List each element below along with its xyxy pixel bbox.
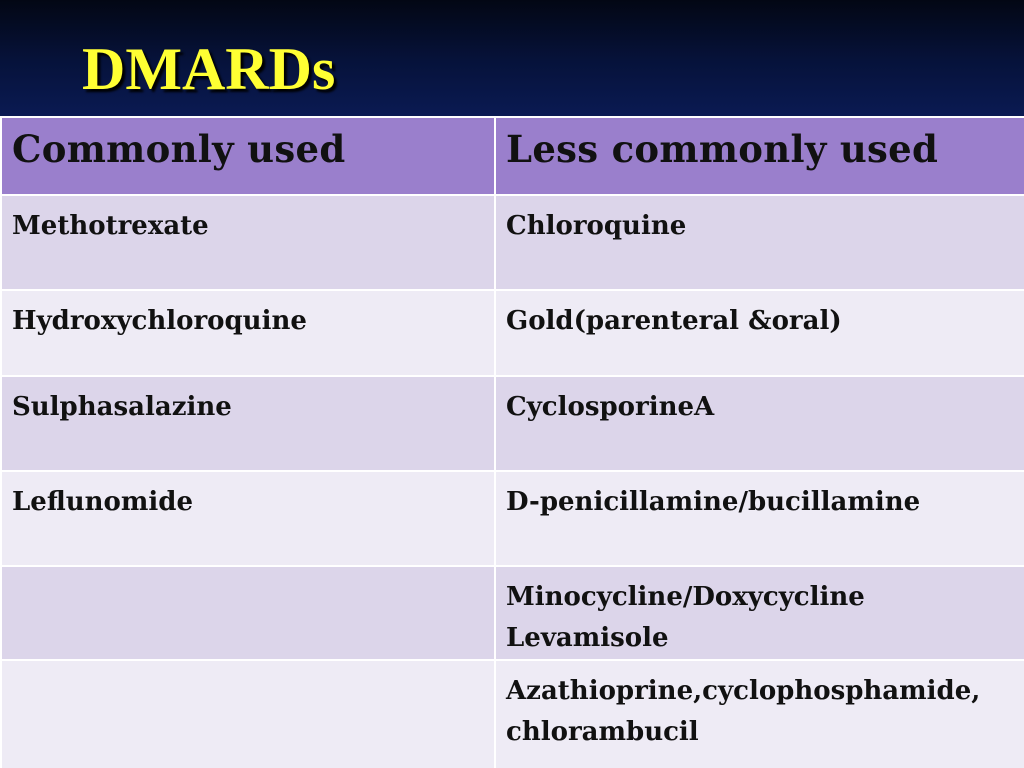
cell-line: Gold(parenteral &oral) bbox=[506, 306, 842, 336]
cell-commonly-used: Methotrexate bbox=[1, 195, 495, 290]
table-row bbox=[1, 566, 1024, 660]
cell-commonly-used: Leflunomide bbox=[1, 471, 495, 566]
slide-title: DMARDs bbox=[82, 36, 336, 102]
table-row bbox=[1, 660, 1024, 768]
cell-line: Minocycline/Doxycycline bbox=[506, 582, 865, 612]
cell-less-commonly-used bbox=[495, 195, 1024, 290]
cell-line: CyclosporineA bbox=[506, 392, 715, 422]
cell-less-commonly-used bbox=[495, 660, 1024, 768]
table-row bbox=[1, 471, 1024, 566]
table-header-row bbox=[1, 117, 1024, 195]
header-less-commonly-used: Less commonly used bbox=[495, 117, 1024, 195]
dmards-table bbox=[0, 116, 1024, 768]
cell-line: chlorambucil bbox=[506, 717, 699, 747]
cell-less-commonly-used bbox=[495, 376, 1024, 471]
cell-line: Levamisole bbox=[506, 623, 669, 653]
table-row bbox=[1, 195, 1024, 290]
cell-line: Chloroquine bbox=[506, 211, 687, 241]
cell-line: D-penicillamine/bucillamine bbox=[506, 487, 921, 517]
cell-commonly-used: Hydroxychloroquine bbox=[1, 290, 495, 376]
cell-less-commonly-used bbox=[495, 290, 1024, 376]
table-row bbox=[1, 376, 1024, 471]
cell-commonly-used: Sulphasalazine bbox=[1, 376, 495, 471]
cell-commonly-used bbox=[1, 660, 495, 768]
table-row bbox=[1, 290, 1024, 376]
header-commonly-used: Commonly used bbox=[1, 117, 495, 195]
cell-less-commonly-used bbox=[495, 471, 1024, 566]
cell-less-commonly-used bbox=[495, 566, 1024, 660]
cell-commonly-used bbox=[1, 566, 495, 660]
cell-line: Azathioprine,cyclophosphamide, bbox=[506, 676, 981, 706]
